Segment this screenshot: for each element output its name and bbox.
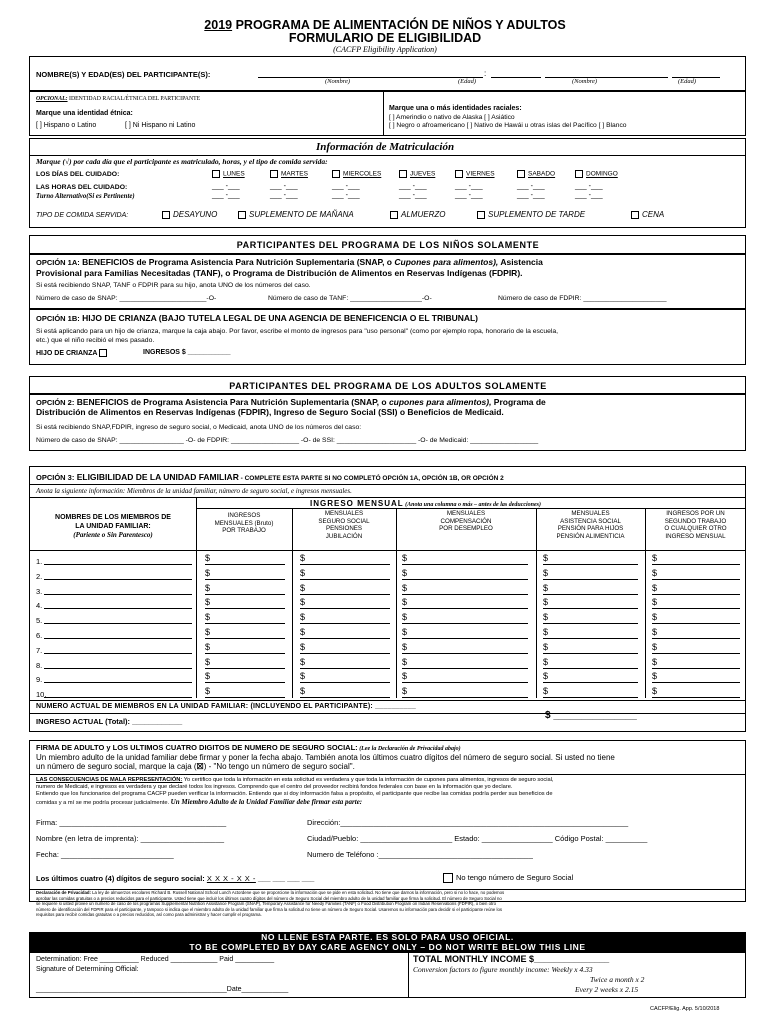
participant-name-line-1[interactable] (258, 77, 483, 78)
income-cell[interactable]: $ (402, 597, 408, 608)
day-thu[interactable]: JUEVES (399, 170, 455, 178)
work-income-header: INGRESOS MENSUALES (Bruto) POR TRABAJO (214, 512, 274, 534)
income-cell[interactable]: $ (543, 656, 549, 667)
determination-field[interactable]: Determination: Free __________ Reduced ____________ Paid __________ (36, 956, 275, 963)
income-cell-line (652, 594, 740, 595)
privacy-statement: Declaración de Privacidad: La ley de almuerzos escolares Richard B. Russell National School Lunch Actordene que se proporcione la información que se pide en esta solicitud. No tiene que darnos la información, pero si no lo hace, no podemos aprobar las comidas gratuitas o a precios reducidos para el participante. Usted tiene que incluir los últimos cuatro dígitos del número de Seguro Social del miembro adulto de la unidad familiar que firma la solicitud. El número de Seguro Social no se requiere si usted provee un numero de caso de los programas Supplemental Nutrition Assistance Program (SNAP), Temporary Assistance for Needy Families (TANF) o Food Distribution Program on Indian Reservations (FDPIR), o bien otro número de identificación del FDPIR para el participante, y tampoco si indica que el miembro adulto de la unidad familiar que firma la solicitud no tiene un número de Seguro Social. Usaremos su información para decidir si el participante reúne los requisitos para recibir comidas gratuitas o a precios reducidos, así como para administrar y hacer cumplir el programa. (36, 890, 505, 917)
income-cell[interactable]: $ (300, 553, 306, 563)
income-cell-line (300, 682, 390, 683)
income-cell[interactable]: $ (652, 553, 658, 563)
household-row-number: 5. (36, 616, 43, 626)
meal-breakfast[interactable]: DESAYUNO (162, 210, 238, 219)
income-cell-line (402, 594, 528, 595)
income-cell-line (205, 682, 285, 683)
children-section-title: PARTICIPANTES DEL PROGRAMA DE LOS NIÑOS SOLAMENTE (236, 240, 540, 250)
income-cell-line (205, 579, 285, 580)
income-cell[interactable]: $ (300, 612, 306, 623)
total-income-field[interactable]: INGRESO ACTUAL (Total): ____________ (36, 717, 183, 726)
income-cell[interactable]: $ (543, 627, 549, 637)
form-code: CACFP/Elig. App. 5/10/2018 (650, 1006, 720, 1012)
income-cell[interactable]: $ (543, 612, 549, 623)
income-cell[interactable]: $ (300, 582, 306, 593)
income-cell-line (205, 697, 285, 698)
income-cell-line (652, 668, 740, 669)
income-cell-line (543, 697, 638, 698)
income-cell[interactable]: $ (652, 627, 658, 637)
conversion-factors-1: Conversion factors to figure monthly income: Weekly x 4.33 (413, 965, 593, 974)
form-year: 2019 (204, 18, 233, 32)
income-cell-line (543, 608, 638, 609)
income-cell-line (543, 668, 638, 669)
income-cell[interactable]: $ (402, 656, 408, 667)
income-cell-line (543, 579, 638, 580)
option-2-note: Si está recibiendo SNAP,FDPIR, ingreso de seguro social, o Medicaid, anota UNO de los números del caso: (36, 424, 362, 431)
official-date-field[interactable]: _________________________________________________Date____________ (36, 986, 289, 993)
income-cell-line (652, 564, 740, 565)
conversion-factors-3: Every 2 weeks x 2.15 (575, 985, 639, 994)
income-cell[interactable]: $ (300, 567, 306, 578)
checkbox-hispanic[interactable]: [ ] Hispano o Latino (36, 122, 97, 129)
option-3-title: OPCIÓN 3: ELIGIBILIDAD DE LA UNIDAD FAMILIAR - COMPLETE ESTA PARTE SI NO COMPLETÓ OPCIÓN 1A, OPCIÓN 1B, OR OPCIÓN 2 (36, 472, 504, 482)
income-cell-line (652, 682, 740, 683)
income-cell[interactable]: $ (205, 671, 211, 682)
consequences-text: LAS CONSECUENCIAS DE MALA REPRESENTACIÓN: Yo certifico que toda la información en esta solicitud es verdadera y que toda la información de cupones para alimentos, ingresos de seguro social, numero de Medicaid, e ingresos es verdadera y que declaré todos los ingresos. Comprendo que el centro del proveedor recibirá fondos federales con base en la información que yo declare. Entiendo que los funcionarios del programa CACFP pueden verificar la información. Entiendo que si doy información falsa a propósito, el participante que recibe las comidas podría perder sus beneficios de comidas y a mí se me podría procesar judicialmente. Un Miembro Adulto de la Unidad Familiar debe firmar esta parte: (36, 777, 554, 806)
form-english-title: (CACFP Eligibility Application) (333, 45, 437, 54)
household-row-number: 3. (36, 586, 43, 596)
income-cell[interactable]: $ (300, 597, 306, 608)
income-cell[interactable]: $ (205, 553, 211, 563)
conversion-factors-2: Twice a month x 2 (590, 975, 645, 984)
income-cell-line (652, 623, 740, 624)
ethnic-label: Marque una identidad étnica: (36, 110, 133, 117)
income-cell[interactable]: $ (402, 582, 408, 593)
income-cell[interactable]: $ (402, 641, 408, 652)
income-cell-line (402, 697, 528, 698)
other-income-header: INGRESOS POR UN SEGUNDO TRABAJO O CUALQUIER OTRO INGRESO MENSUAL (664, 510, 727, 540)
no-ssn-checkbox[interactable]: No tengo número de Seguro Social (443, 873, 573, 883)
income-cell-line (300, 668, 390, 669)
foster-child-field[interactable]: HIJO DE CRIANZA (36, 349, 110, 357)
income-cell[interactable]: $ (402, 612, 408, 623)
income-cell[interactable]: $ (300, 627, 306, 637)
race-options-2[interactable]: [ ] Negro o afroamericano [ ] Nativo de Hawái u otras islas del Pacífico [ ] Blanco (389, 122, 627, 129)
checkbox-sun (575, 170, 583, 178)
income-cell-line (205, 594, 285, 595)
income-cell-line (402, 668, 528, 669)
income-cell-line (300, 653, 390, 654)
income-cell[interactable]: $ (402, 627, 408, 637)
income-cell[interactable]: $ (652, 612, 658, 623)
option-1a-note: Si está recibiendo SNAP, TANF o FDPIR para su hijo, anota UNO de los números del caso. (36, 282, 311, 289)
form-subtitle: FORMULARIO DE ELIGIBILIDAD (288, 31, 482, 45)
day-sun[interactable]: DOMINGO (575, 170, 635, 178)
household-member-name-line[interactable] (44, 608, 192, 609)
income-cell[interactable]: $ (205, 627, 211, 637)
day-sat[interactable]: SABADO (517, 170, 575, 178)
age-caption-2: (Edad) (678, 78, 697, 85)
income-cell-line (402, 608, 528, 609)
option-1a-title: OPCIÓN 1A: BENEFICIOS de Programa Asistencia Para Nutrición Suplementaria (SNAP, o Cupones para alimentos), Asistencia (36, 257, 543, 267)
household-row-number: 9. (36, 675, 43, 685)
participant-name-line-2[interactable] (545, 77, 668, 78)
income-cell[interactable]: $ (652, 641, 658, 652)
income-cell-line (652, 579, 740, 580)
household-member-name-line[interactable] (44, 623, 192, 624)
household-size-field[interactable]: NUMERO ACTUAL DE MIEMBROS EN LA UNIDAD FAMILIAR: (INCLUYENDO EL PARTICIPANTE): __________ (36, 703, 417, 710)
income-cell[interactable]: $ (543, 567, 549, 578)
social-security-header: MENSUALES SEGURO SOCIAL PENSIONES JUBILACIÓN (318, 510, 370, 540)
income-cell[interactable]: $ (402, 671, 408, 682)
household-row-number: 2. (36, 571, 43, 581)
income-cell[interactable]: $ (205, 582, 211, 593)
income-cell[interactable]: $ (543, 582, 549, 593)
tanf-case-field[interactable]: Número de caso de TANF: ___________________-O- (268, 295, 432, 302)
determining-official-label: Signature of Determining Official: (36, 966, 139, 973)
income-cell-line (402, 682, 528, 683)
age-caption-1: (Edad) (458, 78, 477, 85)
option-3-instructions: Anota la siguiente información: Miembros de la unidad familiar, número de seguro social, e ingresos mensuales. (36, 487, 352, 495)
day-wed[interactable]: MIERCOLES (332, 170, 399, 178)
racial-label: Marque una o más identidades raciales: (389, 105, 522, 112)
household-row-number: 6. (36, 631, 43, 640)
income-cell-line (402, 623, 528, 624)
day-mon[interactable]: LUNES (212, 170, 270, 178)
total-income-amount[interactable]: $ _______________ (545, 710, 637, 721)
income-cell-line (300, 594, 390, 595)
form-title-text: PROGRAMA DE ALIMENTACIÓN DE NIÑOS Y ADULTOS (232, 18, 566, 32)
income-cell[interactable]: $ (402, 553, 408, 563)
income-cell-line (652, 653, 740, 654)
income-cell[interactable]: $ (300, 671, 306, 682)
option-2-title-2: Distribución de Alimentos en Reservas Indígenas (FDPIR), Ingreso de Seguro Social (SSI) o Beneficios de Medicaid. (36, 407, 504, 417)
members-column-header: NOMBRES DE LOS MIEMBROS DE LA UNIDAD FAMILIAR: (Pariente o Sin Parentesco) (55, 514, 171, 539)
income-cell-line (543, 638, 638, 639)
income-cell-line (652, 608, 740, 609)
checkbox-mon (212, 170, 220, 178)
form-title (0, 18, 770, 32)
enrollment-title: Información de Matriculación (315, 141, 455, 153)
income-cell-line (300, 579, 390, 580)
signature-field[interactable]: Firma: ________________________________________ (36, 818, 227, 827)
income-cell[interactable]: $ (543, 553, 549, 563)
ssn-field[interactable]: Los últimos cuatro (4) dígitos de seguro social: X X X - X X - ___ ___ ___ ___ (36, 874, 315, 883)
income-cell[interactable]: $ (652, 567, 658, 578)
income-cell[interactable]: $ (652, 656, 658, 667)
fdpir-case-field[interactable]: Número de caso de FDPIR: ______________________ (498, 295, 667, 302)
income-cell-line (543, 594, 638, 595)
income-cell-line (205, 564, 285, 565)
checkbox-fri (455, 170, 463, 178)
income-cell[interactable]: $ (543, 597, 549, 608)
income-cell-line (205, 638, 285, 639)
option-1b-title: OPCIÓN 1B: HIJO DE CRIANZA (BAJO TUTELA LEGAL DE UNA AGENCIA DE BENEFICENCIA O EL TRIBUNAL) (36, 313, 479, 323)
days-label: LOS DÍAS DEL CUIDADO: (36, 171, 120, 178)
meal-am-snack[interactable]: SUPLEMENTO DE MAÑANA (238, 210, 390, 219)
hours-label: LAS HORAS DEL CUIDADO: (36, 184, 128, 191)
meal-lunch[interactable]: ALMUERZO (390, 210, 477, 219)
day-tue[interactable]: MARTES (270, 170, 332, 178)
optional-label: OPCIONAL: IDENTIDAD RACIAL/ÉTNICA DEL PARTICIPANTE (36, 96, 201, 102)
date-field[interactable]: Fecha: ___________________________ (36, 850, 174, 859)
household-row-number: 1. (36, 557, 43, 566)
option-2-title: OPCIÓN 2: BENEFICIOS de Programa Asistencia Para Nutrición Suplementaria (SNAP, o cupones para alimentos), Programa de (36, 397, 546, 407)
alt-hours-row[interactable]: ___ -___ ___ -___ ___ -___ ___ -___ ___ -___ ___ -___ ___ -___ (212, 192, 603, 199)
income-cell[interactable]: $ (652, 671, 658, 682)
adult-case-fields[interactable]: Número de caso de SNAP: _________________ -O- de FDPIR: __________________ -O- de SSI: _____________________ -O- de Medicaid: __________________ (36, 437, 539, 444)
income-cell[interactable]: $ (205, 612, 211, 623)
household-row-number: 10. (36, 690, 47, 700)
income-cell-line (402, 564, 528, 565)
income-cell-line (205, 668, 285, 669)
alt-shift-label: Turno Alternativo(Si es Pertinente) (36, 193, 135, 200)
income-cell-line (543, 682, 638, 683)
adults-section-title: PARTICIPANTES DEL PROGRAMA DE LOS ADULTOS SOLAMENTE (229, 381, 547, 391)
official-use-banner: NO LLENE ESTA PARTE. ES SOLO PARA USO OFICIAL. TO BE COMPLETED BY DAY CARE AGENCY ONLY – DO NOT WRITE BELOW THIS LINE (29, 932, 746, 952)
income-cell-line (300, 697, 390, 698)
meal-dinner[interactable]: CENA (631, 210, 681, 219)
income-cell[interactable]: $ (205, 656, 211, 667)
income-cell[interactable]: $ (543, 641, 549, 652)
signature-instructions-1: Un miembro adulto de la unidad familiar debe firmar y poner la fecha abajo. También anota los últimos cuatro dígitos del número de seguro social. Si usted no tiene (36, 753, 615, 762)
income-cell-line (205, 623, 285, 624)
household-member-name-line[interactable] (44, 682, 192, 683)
income-cell[interactable]: $ (652, 597, 658, 608)
phone-field[interactable]: Numero de Teléfono :_____________________________________ (307, 850, 533, 859)
household-member-name-line[interactable] (44, 579, 192, 580)
enrollment-instructions: Marque (√) por cada día que el participante es matriculado, horas, y el tipo de comida servida: (36, 157, 328, 166)
income-cell[interactable]: $ (402, 686, 408, 697)
income-cell[interactable]: $ (205, 567, 211, 578)
name-caption-1: (Nombre) (325, 78, 351, 85)
income-cell-line (652, 638, 740, 639)
income-cell-line (543, 623, 638, 624)
income-cell-line (402, 638, 528, 639)
option-1b-note-2: etc.) que el niño recibió el mes pasado. (36, 337, 155, 344)
option-1b-note-1: Si está aplicando para un hijo de crianza, marque la caja abajo. Por favor, escribe el monto de ingresos para "uso personal" (como por ejemplo ropa, honorario de la escuela, (36, 328, 559, 335)
participant-age-line-1[interactable] (491, 77, 541, 78)
household-row-number: 8. (36, 660, 43, 670)
income-cell-line (402, 653, 528, 654)
income-cell-line (543, 653, 638, 654)
household-row-number: 7. (36, 645, 43, 655)
income-cell-line (300, 608, 390, 609)
income-cell[interactable]: $ (543, 671, 549, 682)
total-monthly-income-field[interactable]: TOTAL MONTHLY INCOME $_______________ (413, 954, 610, 964)
day-fri[interactable]: VIERNES (455, 170, 517, 178)
checkbox-non-hispanic[interactable]: [ ] Ni Hispano ni Latino (125, 122, 196, 129)
race-options-1[interactable]: [ ] Amerindio o nativo de Alaska [ ] Asiático (389, 114, 515, 121)
income-cell[interactable]: $ (652, 686, 658, 697)
days-row (212, 170, 635, 178)
meal-label: TIPO DE COMIDA SERVIDA: (36, 212, 129, 219)
household-member-name-line[interactable] (44, 594, 192, 595)
checkbox-wed (332, 170, 340, 178)
income-cell-line (300, 623, 390, 624)
household-member-name-line[interactable] (44, 653, 192, 654)
income-cell-line (543, 564, 638, 565)
household-member-name-line[interactable] (44, 668, 192, 669)
address-field[interactable]: Dirección:_____________________________________________________________________ (307, 818, 629, 827)
monthly-income-header: INGRESO MENSUAL (Anota una columna o más – antes de las deducciones) (310, 499, 542, 508)
welfare-header: MENSUALES ASISTENCIA SOCIAL PENSIÓN PARA HIJOS PENSIÓN ALIMENTICIA (556, 510, 625, 540)
checkbox-thu (399, 170, 407, 178)
signature-instructions-2: un número de seguro social, marque la caja (☒) - "No tengo un número de seguro social". (36, 762, 355, 771)
income-cell[interactable]: $ (402, 567, 408, 578)
printed-name-field[interactable]: Nombre (en letra de imprenta): ____________________ (36, 834, 225, 843)
unemployment-header: MENSUALES COMPENSACIÓN POR DESEMPLEO (439, 510, 493, 532)
option-1a-title-2: Provisional para Familias Necesitadas (TANF), o Programa de Distribución de Alimentos en Reservas Indígenas (FDPIR). (36, 268, 523, 278)
income-cell[interactable]: $ (652, 582, 658, 593)
foster-income-field[interactable]: INGRESOS $ ___________ (143, 349, 231, 356)
income-cell[interactable]: $ (205, 686, 211, 697)
income-cell[interactable]: $ (543, 686, 549, 697)
name-caption-2: (Nombre) (572, 78, 598, 85)
checkbox-sat (517, 170, 525, 178)
income-cell-line (205, 608, 285, 609)
household-member-name-line[interactable] (44, 697, 192, 698)
income-cell-line (205, 653, 285, 654)
checkbox-tue (270, 170, 278, 178)
income-cell[interactable]: $ (300, 686, 306, 697)
income-cell[interactable]: $ (300, 656, 306, 667)
income-cell-line (402, 579, 528, 580)
income-cell-line (300, 638, 390, 639)
income-cell[interactable]: $ (300, 641, 306, 652)
foster-child-checkbox (99, 349, 107, 357)
income-cell[interactable]: $ (205, 597, 211, 608)
participants-label: NOMBRE(S) Y EDAD(ES) DEL PARTICIPANTE(S): (36, 70, 211, 79)
household-member-name-line[interactable] (44, 564, 192, 565)
meal-pm-snack[interactable]: SUPLEMENTO DE TARDE (477, 210, 631, 219)
hours-row[interactable]: ___ -___ ___ -___ ___ -___ ___ -___ ___ -___ ___ -___ ___ -___ (212, 183, 603, 190)
snap-case-field[interactable]: Número de caso de SNAP: _______________________-O- (36, 295, 217, 302)
household-member-name-line[interactable] (44, 638, 192, 639)
meals-row (162, 210, 681, 219)
income-cell[interactable]: $ (205, 641, 211, 652)
city-state-zip-field[interactable]: Ciudad/Pueblo: ______________________ Estado: _________________ Código Postal: __________ (307, 834, 648, 843)
income-cell-line (652, 697, 740, 698)
household-row-number: 4. (36, 601, 43, 611)
income-cell-line (300, 564, 390, 565)
signature-title: FIRMA DE ADULTO y LOS ULTIMOS CUATRO DIGITOS DE NUMERO DE SEGURO SOCIAL: (Lee la Declaración de Privacidad abajo) (36, 743, 461, 752)
